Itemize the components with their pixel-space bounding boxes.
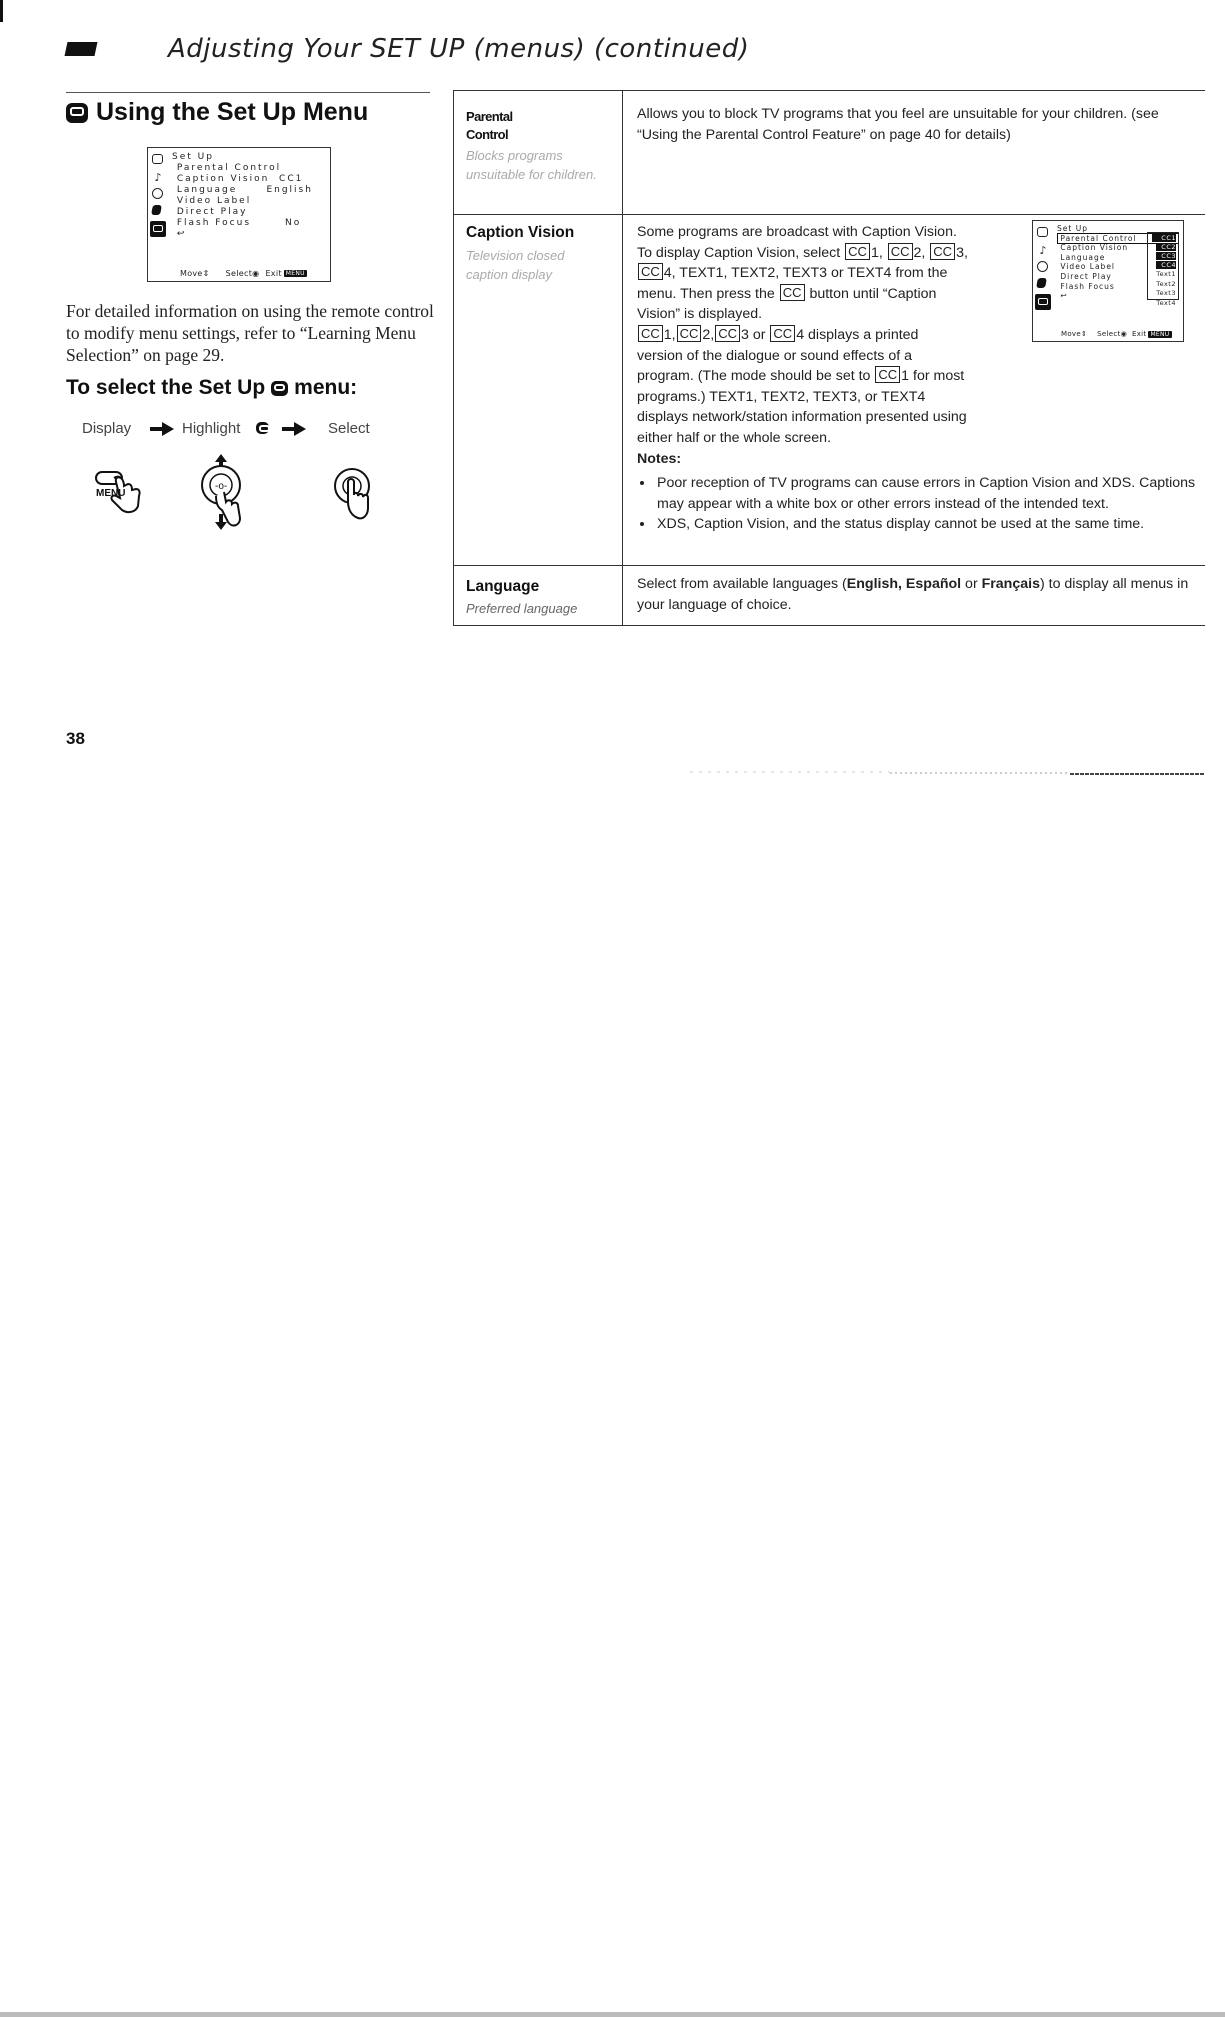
- option-item: CC4: [1156, 261, 1176, 269]
- row-description: Allows you to block TV programs that you feel are unsuitable for your children. (see “Using the Parental Control Feature” on page 40 for details): [637, 106, 1159, 143]
- setup-tv-icon: [66, 103, 88, 123]
- arrow-right-icon: [150, 424, 174, 434]
- text-span: button until “Caption: [809, 285, 937, 302]
- option-item: CC3: [1156, 252, 1176, 260]
- menu-button-hand-icon: [94, 466, 154, 514]
- cc-key: CC: [677, 325, 702, 342]
- note-item: • Poor reception of TV programs can cause errors in Caption Vision and XDS. Captions may appear with a white box or other errors instead of the intended text.: [655, 473, 1217, 514]
- cc-key: CC: [888, 243, 913, 260]
- setup-icon: [150, 221, 166, 237]
- table-rule: [622, 90, 623, 625]
- menu-key-badge: MENU: [1150, 330, 1170, 338]
- cc-key: CC: [770, 325, 795, 342]
- music-note-icon: [152, 170, 164, 184]
- tv-icon: [1037, 227, 1048, 237]
- caption-menu-footer: [1061, 330, 1172, 338]
- arrow-right-icon: [282, 424, 306, 434]
- option-item: Text2: [1156, 279, 1176, 288]
- footer-exit: Exit: [265, 269, 282, 278]
- text-line: To display Caption Vision, select CC 1, CC 2, CC 3,: [637, 243, 968, 261]
- cc-key: CC: [875, 366, 900, 383]
- page-number: 38: [66, 729, 85, 748]
- table-rule: [453, 90, 454, 625]
- note-item: • XDS, Caption Vision, and the status display cannot be used at the same time.: [655, 514, 1217, 535]
- row-name: [466, 108, 513, 144]
- text-line: either half or the whole screen.: [637, 429, 832, 446]
- caption-vision-menu-screen: [1032, 220, 1184, 342]
- menu-icon-column: [1037, 225, 1051, 314]
- music-note-icon: [1037, 243, 1049, 257]
- row-name-line: Control: [466, 127, 509, 142]
- select-button-hand-icon: [330, 466, 374, 522]
- clock-icon: [1037, 261, 1048, 272]
- menu-button-label: MENU: [96, 488, 126, 499]
- text-line: Some programs are broadcast with Caption Vision.: [637, 224, 957, 240]
- option-item: Text1: [1156, 270, 1176, 278]
- cc-key: CC: [715, 325, 740, 342]
- video-icon: [1036, 278, 1047, 288]
- text-span: 1 for most: [901, 368, 965, 385]
- cc-key: CC: [780, 284, 805, 301]
- setup-menu-lines: Set Up Parental Control Caption Vision CC1 Language English Video Label Direct Play Flash Focus No ↩: [172, 152, 313, 239]
- video-icon: [151, 205, 162, 215]
- notes-list: [637, 473, 1217, 535]
- cc-key: CC: [638, 325, 663, 342]
- setup-menu-screen: [147, 147, 331, 282]
- text-span: program. (The mode should be set to: [637, 368, 871, 385]
- setup-tv-icon: [256, 422, 269, 434]
- footer-move: Move: [180, 269, 203, 278]
- intro-paragraph: For detailed information on using the remote control to modify menu settings, refer to “Learning Menu Selection” on page 29.: [66, 301, 434, 365]
- step-highlight: Highlight: [182, 420, 241, 437]
- row-subtitle: Preferred language: [466, 601, 578, 616]
- select-icon: ◉: [1120, 330, 1127, 338]
- text-line: Vision” is displayed.: [637, 306, 763, 323]
- row-subtitle: Television closed caption display: [466, 248, 565, 282]
- row-subtitle: Blocks programs unsuitable for children.: [466, 148, 597, 182]
- row-name-line: Parental: [466, 109, 513, 124]
- caption-menu-lines: Set Up Parental Control Caption Vision Language Video Label Direct Play Flash Focus ↩: [1057, 224, 1137, 301]
- option-item: Text3: [1156, 289, 1176, 298]
- move-arrows-icon: ⇕: [202, 269, 210, 278]
- page-header-title: Adjusting Your SET UP (menus) (continued): [168, 34, 750, 64]
- row-name: Language: [466, 578, 540, 595]
- text-span: To display Caption Vision, select: [637, 244, 841, 261]
- row-name: Caption Vision: [466, 224, 575, 241]
- select-heading-post: menu:: [294, 376, 358, 399]
- step-display: Display: [82, 420, 132, 437]
- caption-options-list: [1147, 232, 1179, 307]
- move-arrows-icon: ⇕: [1080, 330, 1088, 338]
- footer-select: Select: [225, 269, 253, 278]
- text-span: or: [961, 576, 982, 592]
- select-setup-heading: [66, 376, 357, 400]
- joystick-hand-icon: [194, 452, 254, 532]
- menu-key-badge: MENU: [285, 270, 305, 277]
- option-item: CC1: [1152, 234, 1176, 242]
- text-line: displays network/station information presented using: [637, 409, 967, 426]
- settings-table: [453, 90, 1205, 625]
- svg-text:-o-: -o-: [215, 481, 228, 492]
- notes-label: Notes:: [637, 450, 682, 467]
- footer-select: Select: [1097, 330, 1121, 338]
- setup-icon: [1035, 294, 1051, 310]
- text-span: 4, TEXT1, TEXT2, TEXT3 or TEXT4 from the: [663, 265, 948, 282]
- clock-icon: [152, 188, 163, 199]
- steps-row: [66, 420, 406, 444]
- scan-edge-mark: [0, 0, 3, 22]
- section-title: [66, 98, 368, 127]
- lang-espanol: Español: [905, 576, 962, 592]
- setup-menu-footer: [180, 269, 307, 278]
- table-rule: [453, 90, 1205, 91]
- text-line: version of the dialogue or sound effects of a: [637, 347, 913, 364]
- text-span: menu. Then press the: [637, 285, 775, 302]
- section-title-text: Using the Set Up Menu: [96, 98, 369, 126]
- cc-key: CC: [845, 243, 870, 260]
- language-description: [637, 574, 1197, 615]
- cc-key: CC: [638, 263, 663, 280]
- text-span: 4 displays a printed: [796, 326, 919, 343]
- text-line: [637, 366, 1197, 387]
- text-line: programs.) TEXT1, TEXT2, TEXT3, or TEXT4: [637, 388, 926, 405]
- option-item: Text4: [1156, 298, 1176, 307]
- footer-move: Move: [1061, 330, 1081, 338]
- select-heading-pre: To select the Set Up: [66, 376, 266, 399]
- step-select: Select: [328, 420, 370, 437]
- lang-francais: Français: [981, 576, 1040, 592]
- section-divider: [66, 92, 430, 93]
- table-rule: [453, 565, 1205, 566]
- text-span: ) to display all menus in your language of choice.: [637, 576, 1189, 613]
- lang-english: English,: [846, 576, 902, 592]
- footer-exit: Exit: [1131, 330, 1147, 338]
- scan-artifact: [690, 770, 1205, 778]
- option-item: CC2: [1156, 243, 1176, 251]
- header-marker-icon: [65, 42, 98, 56]
- select-icon: ◉: [252, 269, 260, 278]
- table-rule: [453, 214, 1205, 215]
- tv-icon: [152, 154, 163, 164]
- table-rule: [453, 625, 1205, 626]
- cc-key: CC: [930, 243, 955, 260]
- text-line: CC 1, CC 2, CC 3 or CC 4 displays a printed: [637, 325, 1197, 346]
- scan-bottom-edge: [0, 2012, 1225, 2017]
- text-span: Select from available languages (: [637, 576, 847, 592]
- menu-icon-column: [152, 152, 166, 241]
- setup-tv-icon: [271, 381, 288, 396]
